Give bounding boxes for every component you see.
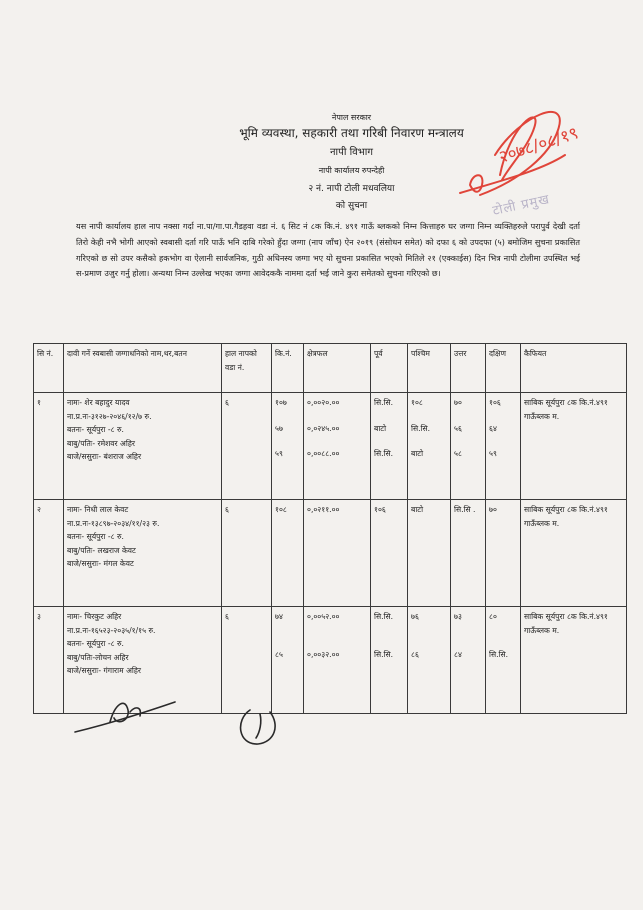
office-heading: नापी कार्यालय रुपन्देही bbox=[318, 166, 385, 175]
kitta-value: ५९ bbox=[275, 449, 283, 458]
cell-sn: १ bbox=[34, 393, 64, 500]
claimant-address: बतनः- सूर्यपुरा -८ रु. bbox=[67, 532, 124, 541]
south-value: ५९ bbox=[489, 449, 497, 458]
west-value: ८६ bbox=[411, 649, 419, 659]
cell-remarks: साबिक सूर्यपुरा ८क कि.नं.४९१ गाऊँब्लक म. bbox=[521, 607, 627, 714]
claimant-citizenship: ना.प्र.नः-१६५२३-२०३५/१/१५ रु. bbox=[67, 625, 156, 635]
claimant-citizenship: ना.प्र.नः-१३८९७-२०३४/११/२३ रु. bbox=[67, 518, 160, 528]
header-north: उत्तर bbox=[451, 344, 486, 393]
notice-title: को सुचना bbox=[335, 201, 368, 211]
claimant-name: नामः- निधी लाल केवट bbox=[67, 505, 129, 514]
cell-ward: ६ bbox=[222, 607, 272, 714]
government-heading: नेपाल सरकार bbox=[331, 113, 372, 122]
cell-west bbox=[408, 393, 451, 500]
cell-south bbox=[486, 607, 521, 714]
claimant-citizenship: ना.प्र.नः-३१२७-२०४६/१२/७ रु. bbox=[67, 411, 152, 421]
signature-right bbox=[230, 700, 290, 750]
area-value: ०,०२४५.०० bbox=[307, 423, 340, 433]
header-east: पूर्व bbox=[371, 344, 408, 393]
area-value: ०,००३२.०० bbox=[307, 649, 340, 659]
cell-ward: ६ bbox=[222, 393, 272, 500]
area-value: ०,००२०.०० bbox=[307, 398, 340, 407]
west-value: १०८ bbox=[411, 398, 423, 407]
header-west: पश्चिम bbox=[408, 344, 451, 393]
claims-table bbox=[33, 343, 627, 714]
south-value: १०६ bbox=[489, 398, 501, 407]
cell-north bbox=[451, 500, 486, 607]
west-value: सि.सि. bbox=[411, 423, 431, 433]
cell-claimant bbox=[64, 393, 222, 500]
kitta-value: ७४ bbox=[275, 612, 283, 621]
cell-remarks: साबिक सूर्यपुरा ८क कि.नं.४९१ गाऊँब्लक म. bbox=[521, 500, 627, 607]
notice-body: यस नापी कार्यालय हाल नाप नक्सा गर्दा ना.पा/गा.पा.गैडहवा वडा नं. ६ सिट नं ८क कि.नं. ४९१ गाऊँ ब्लकको निम्न कित्ताहरु घर जग्गा निम्न व्यक्तिहरुले परापुर्व देखी दर्ता तिरो केही नभै भोगी आएको स्वबासी दर्ता गरि पाऊँ भनि दाबि गरेको हुँदा जग्गा (नाप जाँच) ऐन २०१९ (संसोधन समेत) को दफा ६ को उपदफा (५) बमोजिम सुचना प्रकासित गरिएको छ सो उपर कसैको हकभोग वा ऐलानी सार्वजनिक, गुठी अधिनस्य जग्गा भए यो सुचना प्रकासित भएको मितिले २१ (एक्काईस) दिन भित्र नापी टोलीमा उपस्थित भई स-प्रमाण उजुर गर्नु होला। अन्यथा निम्न उल्लेख भएका जग्गा आवेदककै नाममा दर्ता भई जाने कुरा समेतको सुचना गरिएको छ। bbox=[76, 221, 580, 279]
ministry-heading: भूमि व्यवस्था, सहकारी तथा गरिबी निवारण मन्त्रालय bbox=[239, 126, 464, 140]
east-value: सि.सि. bbox=[374, 449, 394, 458]
team-heading: २ नं. नापी टोली मधवलिया bbox=[308, 184, 395, 194]
cell-area bbox=[304, 500, 371, 607]
claimant-address: बतनः- सूर्यपुरा -८ रु. bbox=[67, 639, 124, 648]
cell-kitta bbox=[272, 500, 304, 607]
claimant-name: नामः- चिरकुट अहिर bbox=[67, 612, 122, 621]
table-row bbox=[34, 500, 627, 607]
claimant-name: नामः- शेर बहादुर यादव bbox=[67, 398, 130, 407]
cell-east bbox=[371, 500, 408, 607]
cell-ward: ६ bbox=[222, 500, 272, 607]
cell-claimant bbox=[64, 500, 222, 607]
north-value: ७३ bbox=[454, 612, 462, 621]
signature-left bbox=[70, 692, 180, 737]
north-value: सि.सि . bbox=[454, 505, 476, 514]
cell-sn: २ bbox=[34, 500, 64, 607]
south-value: ६४ bbox=[489, 423, 497, 433]
east-value: सि.सि. bbox=[374, 612, 394, 621]
cell-east bbox=[371, 393, 408, 500]
table-header-row bbox=[34, 344, 627, 393]
cell-remarks: साबिक सूर्यपुरा ८क कि.नं.४९१ गाऊँब्लक म. bbox=[521, 393, 627, 500]
cell-north bbox=[451, 393, 486, 500]
cell-west bbox=[408, 607, 451, 714]
table-row bbox=[34, 393, 627, 500]
kitta-value: १०८ bbox=[275, 505, 287, 514]
east-value: सि.सि. bbox=[374, 398, 394, 407]
east-value: सि.सि. bbox=[374, 649, 394, 659]
handwritten-date: २०७८/०८/१९ bbox=[496, 123, 581, 168]
cell-kitta bbox=[272, 607, 304, 714]
kitta-value: १०७ bbox=[275, 398, 287, 407]
seal-text: टोली प्रमुख bbox=[491, 192, 552, 219]
kitta-value: ५७ bbox=[275, 423, 283, 433]
north-value: ५६ bbox=[454, 423, 462, 433]
claimant-grandfather: बाजे/ससुराः- बंशराज अहिर bbox=[67, 452, 142, 461]
east-value: १०६ bbox=[374, 505, 386, 514]
cell-north bbox=[451, 607, 486, 714]
claimant-grandfather: बाजे/ससुराः- गंगाराम अहिर bbox=[67, 666, 141, 675]
cell-kitta bbox=[272, 393, 304, 500]
area-value: ०,००५२.०० bbox=[307, 612, 340, 621]
north-value: ५८ bbox=[454, 449, 462, 458]
cell-south bbox=[486, 393, 521, 500]
area-value: ०,०२११.०० bbox=[307, 505, 340, 514]
north-value: ७० bbox=[454, 398, 462, 407]
kitta-value: ८५ bbox=[275, 649, 283, 659]
west-value: बाटो bbox=[411, 505, 424, 514]
cell-east bbox=[371, 607, 408, 714]
header-ward: हाल नापको वडा नं. bbox=[222, 344, 272, 393]
east-value: बाटो bbox=[374, 423, 387, 433]
header-kitta: कि.नं. bbox=[272, 344, 304, 393]
cell-area bbox=[304, 607, 371, 714]
south-value: सि.सि. bbox=[489, 649, 509, 659]
claimant-grandfather: बाजे/ससुराः- मंगल केवट bbox=[67, 559, 134, 568]
cell-south bbox=[486, 500, 521, 607]
header-remarks: कैफियत bbox=[521, 344, 627, 393]
header-claimant: दावी गर्ने स्वबासी जग्गाधनिको नाम,थर,बतन bbox=[64, 344, 222, 393]
west-value: ७६ bbox=[411, 612, 419, 621]
header-south: दक्षिण bbox=[486, 344, 521, 393]
claimant-father: बाबु/पतिः- रमेशवर अहिर bbox=[67, 438, 135, 448]
claimant-father: बाबु/पतिः-लोचन अहिर bbox=[67, 652, 129, 662]
header-area: क्षेत्रफल bbox=[304, 344, 371, 393]
area-value: ०,००८८.०० bbox=[307, 449, 340, 458]
cell-area bbox=[304, 393, 371, 500]
red-signature-stamp bbox=[440, 85, 620, 225]
header-sn: सि नं. bbox=[34, 344, 64, 393]
south-value: ८० bbox=[489, 612, 497, 621]
south-value: ७० bbox=[489, 505, 497, 514]
west-value: बाटो bbox=[411, 449, 424, 458]
cell-west bbox=[408, 500, 451, 607]
claimant-father: बाबु/पतिः- लखराज केवट bbox=[67, 545, 136, 555]
north-value: ८४ bbox=[454, 649, 462, 659]
department-heading: नापी विभाग bbox=[330, 147, 373, 158]
claimant-address: बतनः- सूर्यपुरा -८ रु. bbox=[67, 425, 124, 434]
cell-sn: ३ bbox=[34, 607, 64, 714]
